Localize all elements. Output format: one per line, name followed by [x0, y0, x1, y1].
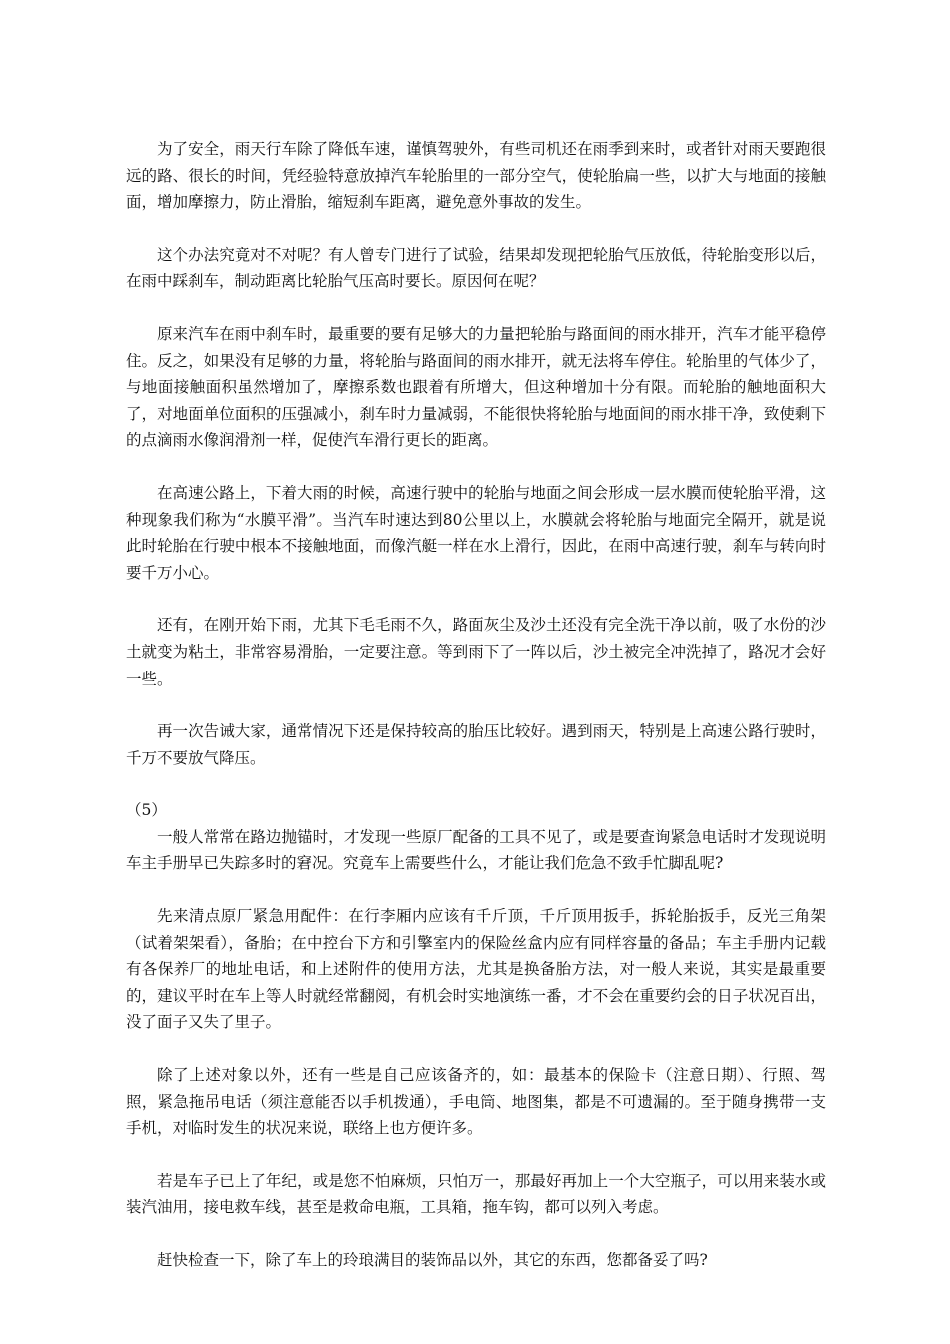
paragraph-keep-pressure-advice: 再一次告诫大家，通常情况下还是保持较高的胎压比较好。遇到雨天，特别是上高速公路行驶时，千万不要放气降压。 [126, 722, 826, 767]
paragraph-personal-items: 除了上述对象以外，还有一些是自己应该备齐的，如：最基本的保险卡（注意日期）、行照、驾照，紧急拖吊电话（须注意能否以手机拨通），手电筒、地图集，都是不可遗漏的。至于随身携带一支手机，对临时发生的状况来说，联络上也方便许多。 [126, 1066, 826, 1138]
section-number-label: （5） [126, 801, 167, 820]
paragraph-breakdown-intro: 一般人常常在路边抛锚时，才发现一些原厂配备的工具不见了，或是要查询紧急电话时才发现说明车主手册早已失踪多时的窘况。究竟车上需要些什么，才能让我们危急不致手忙脚乱呢? [126, 827, 826, 873]
paragraph-factory-emergency-parts: 先来清点原厂紧急用配件：在行李厢内应该有千斤顶，千斤顶用扳手，拆轮胎扳手，反光三角架（试着架架看），备胎；在中控台下方和引擎室内的保险丝盒内应有同样容量的备品；车主手册内记载有各保养厂的地址电话，和上述附件的使用方法，尤其是换备胎方法，对一般人来说，其实是最重要的，建议平时在车上等人时就经常翻阅，有机会时实地演练一番，才不会在重要约会的日子状况百出，没了面子又失了里子。 [126, 907, 826, 1032]
paragraph-old-car-extras: 若是车子已上了年纪，或是您不怕麻烦，只怕万一，那最好再加上一个大空瓶子，可以用来装水或装汽油用，接电救车线，甚至是救命电瓶，工具箱，拖车钩，都可以列入考虑。 [126, 1171, 826, 1217]
paragraph-early-rain-caution: 还有，在刚开始下雨，尤其下毛毛雨不久，路面灰尘及沙土还没有完全洗干净以前，吸了水份的沙土就变为粘土，非常容易滑胎，一定要注意。等到雨下了一阵以后，沙土被完全冲洗掉了，路况才会好一些。 [126, 616, 826, 688]
paragraph-final-check: 赶快检查一下，除了车上的玲琅满目的装饰品以外，其它的东西，您都备妥了吗? [157, 1251, 708, 1269]
paragraph-braking-explanation: 原来汽车在雨中刹车时，最重要的要有足够大的力量把轮胎与路面间的雨水排开，汽车才能平稳停住。反之，如果没有足够的力量，将轮胎与路面间的雨水排开，就无法将车停住。轮胎里的气体少了，与地面接触面积虽然增加了，摩擦系数也跟着有所增大，但这种增加十分有限。而轮胎的触地面积大了，对地面单位面积的压强减小，刹车时力量减弱，不能很快将轮胎与地面间的雨水排干净，致使剩下的点滴雨水像润滑剂一样，促使汽车滑行更长的距离。 [126, 324, 826, 450]
paragraph-experiment-question: 这个办法究竟对不对呢？有人曾专门进行了试验，结果却发现把轮胎气压放低，待轮胎变形以后，在雨中踩刹车，制动距离比轮胎气压高时要长。原因何在呢？ [126, 245, 826, 291]
document-page [126, 136, 826, 1274]
paragraph-rain-tire-pressure: 为了安全，雨天行车除了降低车速，谨慎驾驶外，有些司机还在雨季到来时，或者针对雨天要跑很远的路、很长的时间，凭经验特意放掉汽车轮胎里的一部分空气，使轮胎扁一些，以扩大与地面的接触面，增加摩擦力，防止滑胎，缩短刹车距离，避免意外事故的发生。 [126, 140, 826, 212]
paragraph-hydroplaning: 在高速公路上，下着大雨的时候，高速行驶中的轮胎与地面之间会形成一层水膜而使轮胎平滑，这种现象我们称为“水膜平滑”。当汽车时速达到80公里以上，水膜就会将轮胎与地面完全隔开，就是说此时轮胎在行驶中根本不接触地面，而像汽艇一样在水上滑行，因此，在雨中高速行驶，刹车与转向时要千万小心。 [126, 483, 826, 582]
